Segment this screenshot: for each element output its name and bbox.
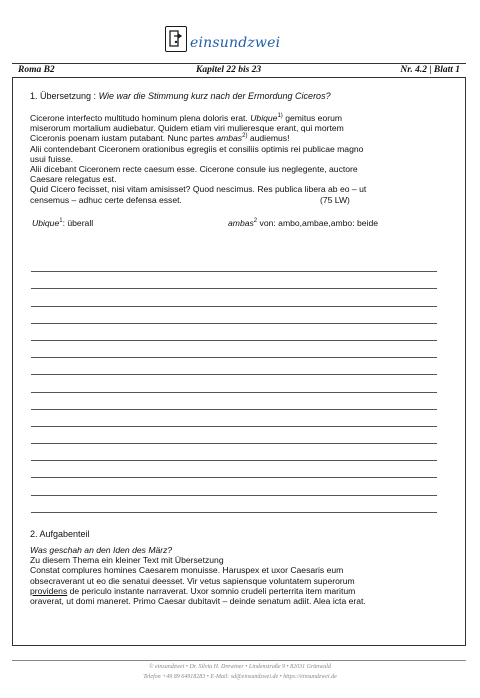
section2-title: 2. Aufgabenteil [30,529,90,539]
gloss-ubique: Ubique$^1$: überall [32,218,94,228]
footer-contact: Telefon +49 89 64918283 • E-Mail: sd@einsundzwei.de • https://einsundzwei.de [143,674,337,680]
worksheet-header [12,63,466,78]
section1-question: Wie war die Stimmung kurz nach der Ermordung Ciceros? [98,91,331,101]
latin-text-1: Cicerone interfecto multitudo hominum plena doloris erat. Ubique$^{1)}$ gemitus eorum miserorum mortalium audiebatur. Quidem etiam viri mulieresque erant, qui mortem Ciceronis poenam iustam putabant. Nunc partes ambas$^{2)}$ audiemus! Alii contendebant Ciceronem orationibus egregiis et consiliis optimis rei publicae magno usui fuisse. Alii dicebant Ciceronem recte caesum esse. Cicerone consule ius neglegente, auctore Caesare relegatus est. Quid Cicero fecisset, nisi vitam amisisset? Quod nescimus. Res publica libera ab eo – ut censemus – adhuc certe defensa esset. (75 LW) [30,113,367,205]
word-count: (75 LW) [320,194,350,205]
vocabulary-glosses [32,218,452,228]
footer-divider [12,660,466,661]
header-sheet-number: Nr. 4.2 | Blatt 1 [400,65,460,75]
header-chapter: Kapitel 22 bis 23 [196,65,262,75]
logo [165,22,280,52]
footer-address: © einsundzwei • Dr. Silvia H. Drewtner • Lindenstraße 9 • 82031 Grünwald [149,664,331,670]
hand-door-logo-icon [165,26,187,52]
answer-lines[interactable] [31,255,437,513]
section2-question: Was geschah an den Iden des März? [30,545,173,555]
logo-text: einsundzwei [190,35,281,51]
gloss-ambas: ambas$^2$ von: ambo,ambae,ambo: beide [228,218,379,228]
header-course: Roma B2 [18,65,55,75]
section1-title: 1. Übersetzung : Wie war die Stimmung kurz nach der Ermordung Ciceros? [30,91,331,101]
latin-text-2: Was geschah an den Iden des März? Zu diesem Thema ein kleiner Text mit Übersetzung Constat complures homines Caesarem monuisse. Haruspex et uxor Caesaris eum obsecraverant ut eo die senatui deesset. Vir vetus sapiensque voluntatem superorum providens de periculo instante narraverat. Uxor somnio crudeli perterrita item maritum oraverat, ut domi maneret. Primo Caesar dubitavit – deinde senatum adiit. Alea icta erat. [30,545,450,606]
